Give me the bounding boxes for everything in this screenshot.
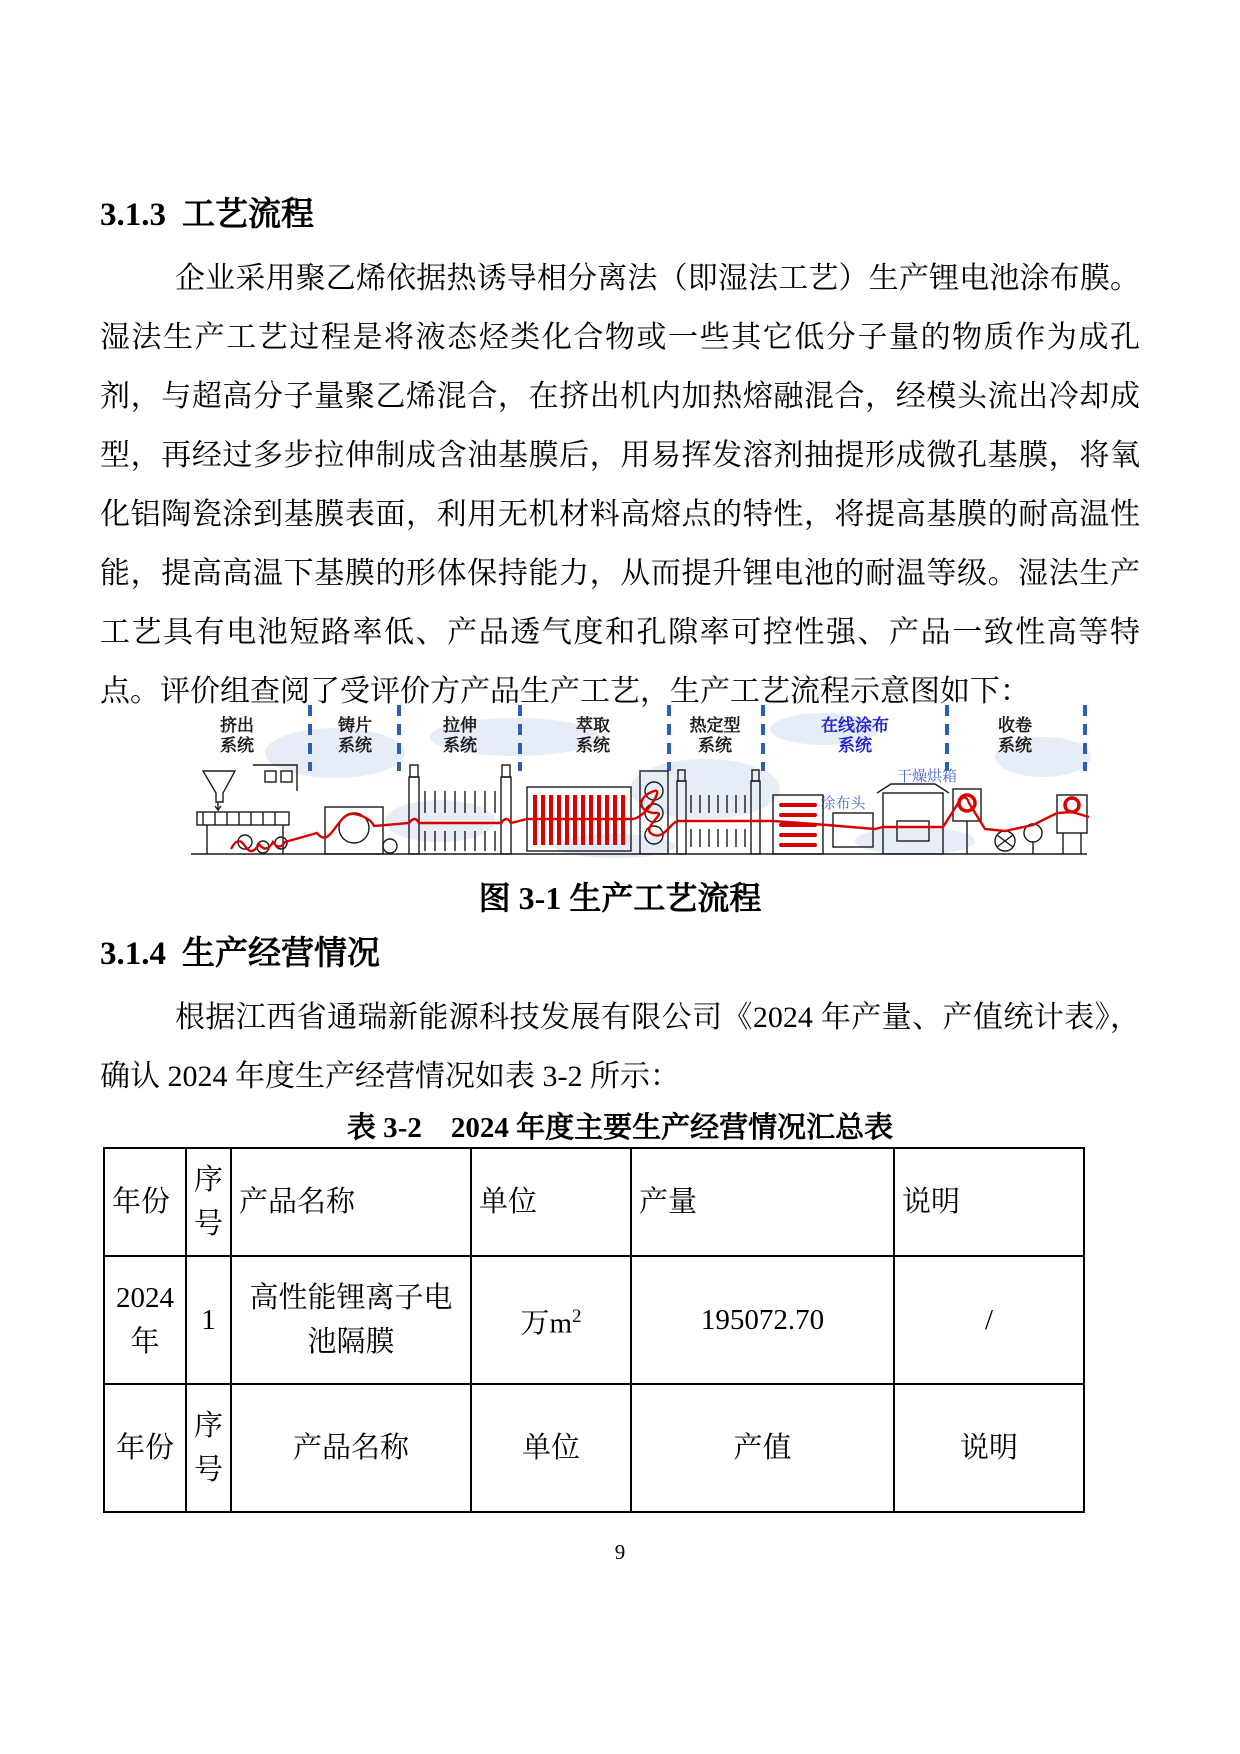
header-product: 产品名称 (231, 1148, 471, 1256)
table-data-row (104, 1256, 1084, 1384)
process-flow-figure (185, 701, 1140, 866)
stage-label-online-coating: 在线涂布 (821, 716, 889, 735)
section-number: 3.1.3 (100, 197, 166, 233)
header-output: 产量 (631, 1148, 894, 1256)
header2-year: 年份 (104, 1384, 186, 1512)
section-title: 工艺流程 (182, 197, 314, 233)
section-title: 生产经营情况 (182, 936, 380, 972)
table-title: 表 3-2 2024 年度主要生产经营情况汇总表 (346, 1112, 894, 1144)
stage-label-extrusion: 系统 (220, 736, 254, 755)
stage-label-stretching: 系统 (443, 736, 477, 755)
section-heading-3-1-3 (100, 195, 1140, 235)
section-heading-3-1-4 (100, 934, 1140, 974)
header2-value: 产值 (631, 1384, 894, 1512)
stage-label-winding: 系统 (998, 736, 1032, 755)
operation-paragraph: 根据江西省通瑞新能源科技发展有限公司《2024 年产量、产值统计表》，确认 2024 年度生产经营情况如表 3-2 所示： (100, 1001, 1140, 1093)
header-note: 说明 (894, 1148, 1084, 1256)
table-header-row (104, 1148, 1084, 1256)
cell-product: 高性能锂离子电池隔膜 (231, 1256, 471, 1384)
cell-note: / (894, 1256, 1084, 1384)
stage-label-extrusion: 挤出 (220, 716, 254, 735)
section-number: 3.1.4 (100, 936, 166, 972)
coating-head-label: 涂布头 (820, 795, 866, 812)
stage-label-casting: 铸片 (338, 716, 372, 735)
header2-unit: 单位 (471, 1384, 631, 1512)
stage-label-winding: 收卷 (998, 716, 1032, 735)
cell-unit (471, 1256, 631, 1384)
header2-note: 说明 (894, 1384, 1084, 1512)
stage-label-online-coating: 系统 (838, 736, 872, 755)
stage-label-extraction: 系统 (576, 736, 610, 755)
header2-product: 产品名称 (231, 1384, 471, 1512)
header-unit: 单位 (471, 1148, 631, 1256)
page-number: 9 (614, 1540, 626, 1564)
dryer-oven-label: 干燥烘箱 (896, 768, 958, 785)
header-year: 年份 (104, 1148, 186, 1256)
unit-superscript: 2 (572, 1305, 582, 1327)
header2-no: 序号 (186, 1384, 231, 1512)
stage-label-stretching: 拉伸 (443, 716, 477, 735)
cell-no: 1 (186, 1256, 231, 1384)
cell-output: 195072.70 (631, 1256, 894, 1384)
stage-label-heat-setting: 系统 (698, 736, 732, 755)
header-no: 序号 (186, 1148, 231, 1256)
stage-label-extraction: 萃取 (576, 716, 610, 735)
process-flow-diagram (185, 701, 1095, 866)
unit-base: 万m (520, 1307, 573, 1340)
table-second-header-row (104, 1384, 1084, 1512)
cell-year: 2024 年 (104, 1256, 186, 1384)
process-paragraph: 企业采用聚乙烯依据热诱导相分离法（即湿法工艺）生产锂电池涂布膜。湿法生产工艺过程是将液态烃类化合物或一些其它低分子量的物质作为成孔剂，与超高分子量聚乙烯混合，在挤出机内加热熔融混合，经模头流出冷却成型，再经过多步拉伸制成含油基膜后，用易挥发溶剂抽提形成微孔基膜，将氧化铝陶瓷涂到基膜表面，利用无机材料高熔点的特性，将提高基膜的耐高温性能，提高高温下基膜的形体保持能力，从而提升锂电池的耐温等级。湿法生产工艺具有电池短路率低、产品透气度和孔隙率可控性强、产品一致性高等特点。评价组查阅了受评价方产品生产工艺，生产工艺流程示意图如下： (100, 262, 1140, 708)
stage-label-casting: 系统 (338, 736, 372, 755)
production-summary-table (103, 1147, 1085, 1513)
figure-caption: 图 3-1 生产工艺流程 (478, 880, 762, 916)
stage-label-heat-setting: 热定型 (689, 716, 741, 735)
